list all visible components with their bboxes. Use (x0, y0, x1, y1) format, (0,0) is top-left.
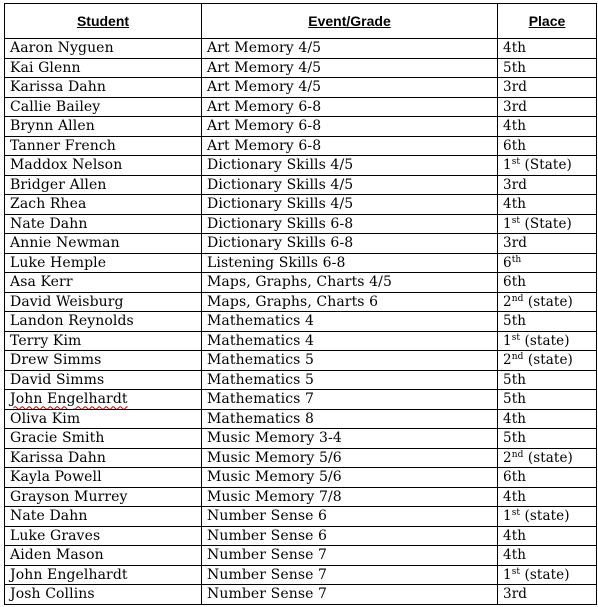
event-cell: Maps, Graphs, Charts 4/5 (202, 273, 498, 293)
student-name: David Weisburg (10, 293, 124, 310)
table-row (5, 195, 597, 215)
place-note: (state) (523, 352, 573, 369)
table-row (5, 487, 597, 507)
place-header: Place (498, 4, 597, 39)
place-cell: 6th (498, 468, 597, 488)
table-row (5, 175, 597, 195)
place-note: (State) (520, 215, 572, 232)
table-row (5, 448, 597, 468)
student-cell (5, 331, 202, 351)
place-cell: 5th (498, 370, 597, 390)
place-note: (state) (520, 332, 570, 349)
event-cell: Art Memory 6-8 (202, 117, 498, 137)
place-cell (498, 253, 597, 273)
event-cell: Art Memory 4/5 (202, 39, 498, 59)
event-cell: Number Sense 6 (202, 507, 498, 527)
student-cell (5, 273, 202, 293)
student-cell (5, 253, 202, 273)
table-row (5, 78, 597, 98)
student-name: Maddox Nelson (10, 157, 123, 174)
table-row (5, 546, 597, 566)
table-row (5, 409, 597, 429)
student-cell (5, 117, 202, 137)
place-cell (498, 214, 597, 234)
place-cell (498, 331, 597, 351)
student-cell (5, 78, 202, 98)
event-cell: Music Memory 3-4 (202, 429, 498, 449)
table-row (5, 331, 597, 351)
student-cell (5, 390, 202, 410)
student-name: Luke Hemple (10, 254, 107, 271)
place-number: 1 (503, 566, 512, 583)
event-cell: Number Sense 7 (202, 565, 498, 585)
place-cell: 6th (498, 273, 597, 293)
place-cell (498, 565, 597, 585)
table-row (5, 429, 597, 449)
place-suffix: th (511, 254, 522, 265)
event-cell: Art Memory 4/5 (202, 78, 498, 98)
event-cell: Mathematics 7 (202, 390, 498, 410)
student-name: Drew Simms (10, 352, 102, 369)
student-cell (5, 585, 202, 605)
event-cell: Mathematics 5 (202, 351, 498, 371)
student-name: Nate Dahn (10, 508, 88, 525)
table-row (5, 273, 597, 293)
place-cell: 3rd (498, 97, 597, 117)
place-cell: 4th (498, 39, 597, 59)
place-cell: 4th (498, 487, 597, 507)
place-note: (state) (520, 566, 570, 583)
event-cell: Art Memory 6-8 (202, 97, 498, 117)
event-cell: Dictionary Skills 6-8 (202, 234, 498, 254)
header-row (5, 4, 597, 39)
place-note: (state) (520, 508, 570, 525)
student-cell (5, 136, 202, 156)
student-cell (5, 156, 202, 176)
table-row (5, 526, 597, 546)
student-cell (5, 448, 202, 468)
results-table (4, 3, 597, 605)
table-row (5, 253, 597, 273)
student-name: Asa Kerr (10, 274, 73, 291)
student-cell (5, 195, 202, 215)
place-cell: 4th (498, 409, 597, 429)
place-cell (498, 351, 597, 371)
event-cell: Mathematics 4 (202, 312, 498, 332)
student-name: Josh Collins (10, 586, 95, 603)
place-number: 1 (503, 215, 512, 232)
place-cell: 3rd (498, 234, 597, 254)
student-name: Aaron Nyguen (10, 40, 114, 57)
student-cell (5, 487, 202, 507)
student-name: Terry Kim (10, 332, 82, 349)
table-row (5, 234, 597, 254)
student-name: Kai Glenn (10, 59, 81, 76)
student-cell (5, 565, 202, 585)
student-name: Kayla Powell (10, 469, 102, 486)
place-number: 1 (503, 157, 512, 174)
place-suffix: st (511, 566, 521, 577)
event-cell: Dictionary Skills 4/5 (202, 195, 498, 215)
event-cell: Number Sense 7 (202, 546, 498, 566)
place-number: 2 (503, 449, 512, 466)
student-cell (5, 312, 202, 332)
table-row (5, 312, 597, 332)
student-name: David Simms (10, 371, 105, 388)
student-name: John Engelhardt (10, 566, 128, 583)
table-row (5, 565, 597, 585)
student-name: Callie Bailey (10, 98, 101, 115)
place-number: 2 (503, 352, 512, 369)
student-cell (5, 468, 202, 488)
place-cell: 3rd (498, 175, 597, 195)
student-header: Student (5, 4, 202, 39)
place-note: (State) (520, 157, 572, 174)
student-cell (5, 58, 202, 78)
place-cell: 4th (498, 195, 597, 215)
student-name: Zach Rhea (10, 196, 87, 213)
student-name: Oliva Kim (10, 410, 81, 427)
student-name: Nate Dahn (10, 215, 88, 232)
student-name: Landon Reynolds (10, 313, 134, 330)
table-row (5, 214, 597, 234)
student-name: Annie Newman (10, 235, 120, 252)
place-suffix: st (511, 157, 521, 168)
place-suffix: st (511, 508, 521, 519)
student-cell (5, 234, 202, 254)
event-cell: Number Sense 6 (202, 526, 498, 546)
event-cell: Music Memory 5/6 (202, 468, 498, 488)
student-cell (5, 39, 202, 59)
student-cell (5, 214, 202, 234)
place-cell: 4th (498, 526, 597, 546)
event-cell: Mathematics 4 (202, 331, 498, 351)
student-cell (5, 507, 202, 527)
table-row (5, 585, 597, 605)
table-row (5, 58, 597, 78)
place-note: (state) (523, 449, 573, 466)
event-cell: Listening Skills 6-8 (202, 253, 498, 273)
table-row (5, 390, 597, 410)
table-row (5, 156, 597, 176)
student-cell (5, 409, 202, 429)
student-cell (5, 97, 202, 117)
place-suffix: nd (511, 352, 524, 363)
student-name: Tanner French (10, 137, 116, 154)
results-body (5, 39, 597, 605)
student-name: John Engelhardt (10, 391, 128, 408)
place-cell (498, 156, 597, 176)
event-cell: Art Memory 4/5 (202, 58, 498, 78)
student-cell (5, 546, 202, 566)
place-number: 1 (503, 332, 512, 349)
table-row (5, 97, 597, 117)
student-cell (5, 429, 202, 449)
event-cell: Dictionary Skills 6-8 (202, 214, 498, 234)
place-cell (498, 448, 597, 468)
student-name: Karissa Dahn (10, 79, 106, 96)
event-cell: Music Memory 5/6 (202, 448, 498, 468)
table-row (5, 351, 597, 371)
place-number: 6 (503, 254, 512, 271)
place-cell: 5th (498, 390, 597, 410)
table-row (5, 292, 597, 312)
place-cell: 4th (498, 546, 597, 566)
student-cell (5, 292, 202, 312)
place-cell (498, 292, 597, 312)
place-cell: 4th (498, 117, 597, 137)
table-row (5, 370, 597, 390)
table-row (5, 39, 597, 59)
event-header: Event/Grade (202, 4, 498, 39)
table-row (5, 507, 597, 527)
event-cell: Mathematics 5 (202, 370, 498, 390)
event-cell: Number Sense 7 (202, 585, 498, 605)
student-name: Brynn Allen (10, 118, 95, 135)
student-cell (5, 370, 202, 390)
place-cell: 3rd (498, 585, 597, 605)
student-name: Aiden Mason (10, 547, 104, 564)
place-cell (498, 507, 597, 527)
student-name: Grayson Murrey (10, 488, 128, 505)
student-cell (5, 351, 202, 371)
event-cell: Dictionary Skills 4/5 (202, 175, 498, 195)
student-name: Karissa Dahn (10, 449, 106, 466)
place-cell: 3rd (498, 78, 597, 98)
event-cell: Music Memory 7/8 (202, 487, 498, 507)
event-cell: Art Memory 6-8 (202, 136, 498, 156)
table-row (5, 117, 597, 137)
place-cell: 5th (498, 312, 597, 332)
student-cell (5, 526, 202, 546)
student-cell (5, 175, 202, 195)
student-name: Luke Graves (10, 527, 101, 544)
place-number: 1 (503, 508, 512, 525)
place-cell: 5th (498, 58, 597, 78)
place-suffix: nd (511, 449, 524, 460)
place-number: 2 (503, 293, 512, 310)
table-row (5, 468, 597, 488)
place-suffix: st (511, 215, 521, 226)
place-cell: 5th (498, 429, 597, 449)
place-cell: 6th (498, 136, 597, 156)
place-note: (state) (523, 293, 573, 310)
student-name: Bridger Allen (10, 176, 107, 193)
event-cell: Dictionary Skills 4/5 (202, 156, 498, 176)
event-cell: Mathematics 8 (202, 409, 498, 429)
event-cell: Maps, Graphs, Charts 6 (202, 292, 498, 312)
place-suffix: st (511, 332, 521, 343)
place-suffix: nd (511, 293, 524, 304)
student-name: Gracie Smith (10, 430, 105, 447)
table-row (5, 136, 597, 156)
